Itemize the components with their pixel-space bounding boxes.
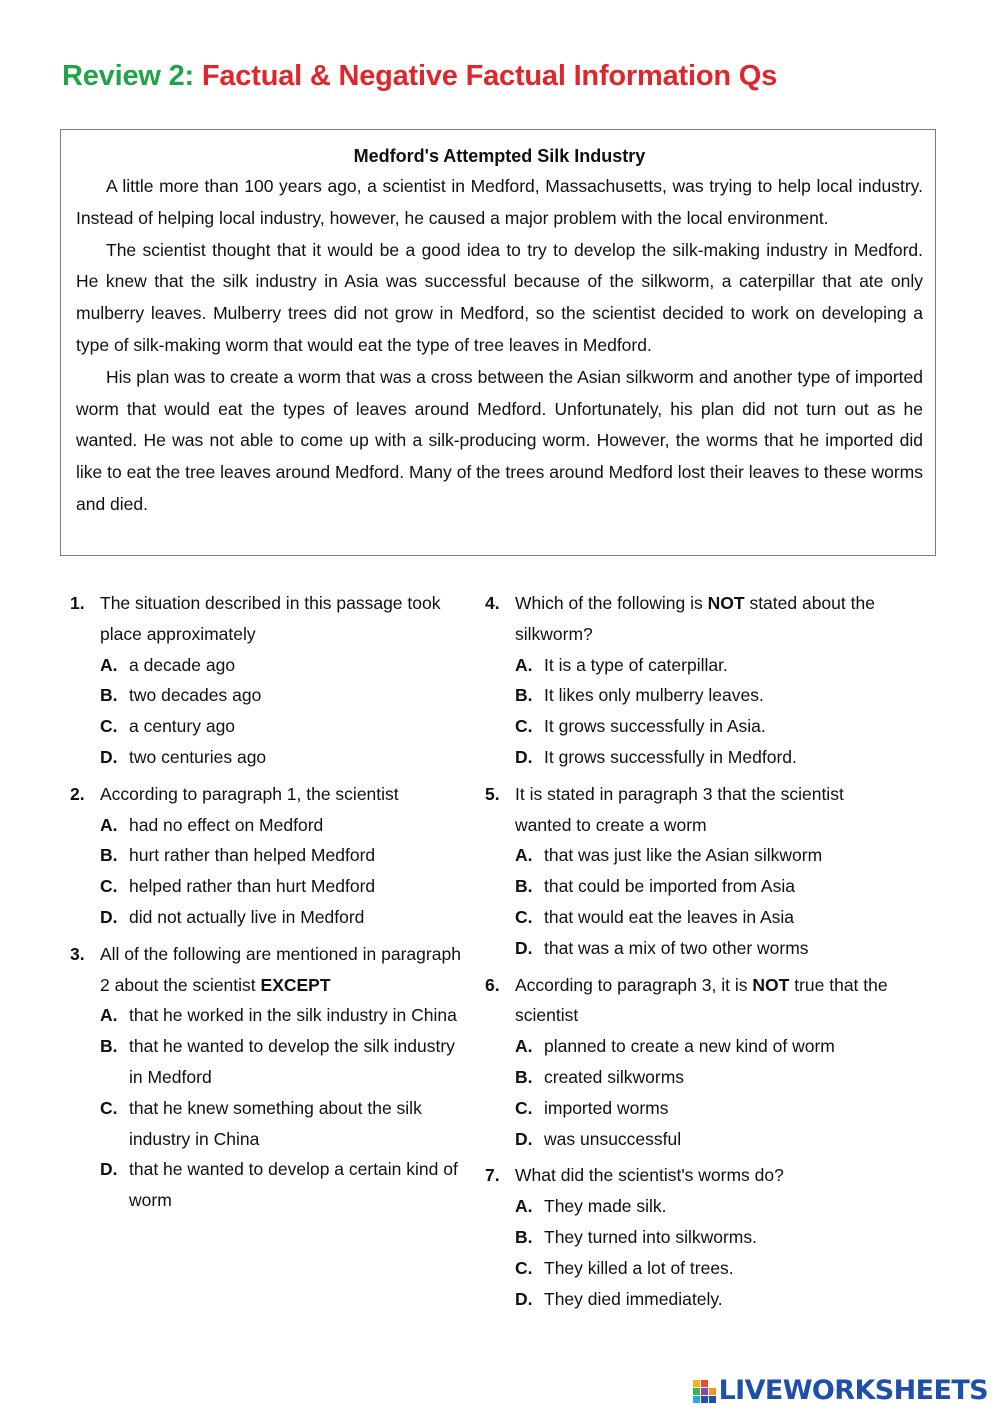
option-text: was unsuccessful — [544, 1128, 682, 1149]
question-7 — [485, 1160, 905, 1314]
option-text: They died immediately. — [544, 1288, 723, 1309]
answer-option-d[interactable] — [100, 902, 470, 933]
option-letter: D. — [515, 1288, 533, 1309]
passage-paragraph-2: The scientist thought that it would be a good idea to try to develop the silk-making industry in Medford. He knew that the silk industry in Asia was successful because of the silkworm, a caterpillar that ate only mulberry leaves. Mulberry trees did not grow in Medford, so the scientist decided to work on developing a type of silk-making worm that would eat the type of tree leaves in Medford. — [76, 239, 923, 355]
option-letter: A. — [100, 654, 118, 675]
option-text: It is a type of caterpillar. — [544, 654, 728, 675]
question-2 — [70, 779, 470, 933]
option-text: created silkworms — [544, 1066, 685, 1087]
option-text: that he wanted to develop the silk industry in Medford — [129, 1036, 455, 1087]
question-stem — [70, 779, 470, 810]
option-letter: C. — [100, 716, 118, 737]
option-letter: B. — [515, 1226, 533, 1247]
option-text: that he wanted to develop a certain kind of worm — [129, 1159, 458, 1211]
answer-option-b[interactable] — [100, 1031, 470, 1093]
option-text: a decade ago — [129, 654, 236, 675]
question-number: 3. — [70, 943, 85, 964]
passage-title: Medford's Attempted Silk Industry — [353, 146, 646, 166]
answer-options — [70, 1000, 470, 1216]
questions-right-column — [485, 588, 905, 1320]
answer-option-b[interactable] — [515, 1062, 905, 1093]
option-text: It grows successfully in Asia. — [544, 716, 766, 737]
option-letter: B. — [100, 845, 118, 866]
question-text — [515, 588, 905, 650]
option-letter: C. — [515, 906, 533, 927]
passage-paragraph-3: His plan was to create a worm that was a cross between the Asian silkworm and another type of imported worm that would eat the types of leaves around Medford. Unfortunately, his plan did not turn out as he wanted. He was not able to come up with a silk-producing worm. However, the worms that he imported did like to eat the tree leaves around Medford. Many of the trees around Medford lost their leaves to these worms and died. — [76, 366, 923, 514]
question-stem — [485, 588, 905, 650]
question-6 — [485, 970, 905, 1155]
passage-paragraph-1: A little more than 100 years ago, a scientist in Medford, Massachusetts, was trying to help local industry. Instead of helping local industry, however, he caused a major problem with the local environment. — [76, 176, 923, 228]
option-text: that was a mix of two other worms — [544, 937, 809, 958]
answer-option-c[interactable] — [515, 902, 905, 933]
option-text: It grows successfully in Medford. — [544, 746, 797, 767]
option-text: imported worms — [544, 1097, 669, 1118]
answer-option-d[interactable] — [100, 742, 470, 773]
answer-option-a[interactable] — [515, 1031, 905, 1062]
option-text: They killed a lot of trees. — [544, 1257, 734, 1278]
question-number: 2. — [70, 783, 85, 804]
answer-options — [485, 1191, 905, 1314]
question-number: 4. — [485, 593, 500, 613]
option-letter: D. — [100, 906, 118, 927]
option-text: that he worked in the silk industry in China — [129, 1005, 457, 1026]
option-letter: A. — [100, 814, 118, 835]
option-letter: D. — [100, 1159, 118, 1180]
answer-option-d[interactable] — [515, 1284, 905, 1315]
option-text: did not actually live in Medford — [129, 906, 365, 927]
answer-options — [70, 810, 470, 933]
question-stem — [485, 1160, 905, 1191]
question-keyword: NOT — [707, 593, 745, 613]
answer-options — [485, 650, 905, 773]
question-stem — [70, 588, 470, 650]
answer-option-b[interactable] — [515, 1222, 905, 1253]
answer-option-a[interactable] — [515, 840, 905, 871]
answer-option-c[interactable] — [100, 871, 470, 902]
answer-option-a[interactable] — [515, 650, 905, 681]
question-stem — [485, 970, 905, 1032]
question-3 — [70, 939, 470, 1216]
option-letter: C. — [100, 876, 118, 897]
question-text-part: According to paragraph 3, it is — [515, 974, 748, 995]
option-text: a century ago — [129, 716, 236, 737]
answer-option-a[interactable] — [515, 1191, 905, 1222]
option-text: planned to create a new kind of worm — [544, 1036, 835, 1057]
option-letter: A. — [515, 654, 533, 675]
option-text: It likes only mulberry leaves. — [544, 685, 764, 706]
question-1 — [70, 588, 470, 773]
question-text: What did the scientist's worms do? — [515, 1165, 784, 1186]
answer-option-c[interactable] — [100, 711, 470, 742]
answer-option-c[interactable] — [515, 711, 905, 742]
answer-option-b[interactable] — [515, 871, 905, 902]
option-letter: C. — [515, 1097, 533, 1118]
answer-option-d[interactable] — [515, 1124, 905, 1155]
option-text: two centuries ago — [129, 746, 267, 767]
question-text: It is stated in paragraph 3 that the scientist wanted to create a worm — [515, 783, 844, 835]
option-text: that was just like the Asian silkworm — [544, 845, 823, 866]
question-5 — [485, 779, 905, 964]
option-letter: B. — [515, 685, 533, 706]
question-text-part: Which of the following is — [515, 593, 703, 613]
option-letter: D. — [100, 746, 118, 767]
question-text — [100, 939, 470, 1001]
option-letter: D. — [515, 937, 533, 958]
option-letter: B. — [100, 685, 118, 706]
answer-option-c[interactable] — [515, 1253, 905, 1284]
question-text-part: stated about the silkworm? — [515, 593, 875, 644]
title-prefix: Review 2: — [62, 60, 194, 92]
answer-options — [485, 840, 905, 963]
answer-option-a[interactable] — [100, 1000, 470, 1031]
option-text: that he knew something about the silk industry in China — [129, 1097, 422, 1149]
option-letter: A. — [515, 845, 533, 866]
option-text: They made silk. — [544, 1196, 667, 1217]
option-text: had no effect on Medford — [129, 814, 324, 835]
title-main: Factual & Negative Factual Information Qs — [201, 60, 778, 92]
liveworksheets-logo — [693, 1375, 988, 1406]
answer-option-d[interactable] — [100, 1154, 470, 1216]
option-letter: C. — [100, 1097, 118, 1118]
answer-option-d[interactable] — [515, 742, 905, 773]
option-letter: B. — [515, 876, 533, 897]
option-letter: D. — [515, 1128, 533, 1149]
logo-text: LIVEWORKSHEETS — [718, 1375, 988, 1406]
question-stem — [485, 779, 905, 841]
question-number: 1. — [70, 593, 85, 613]
option-text: two decades ago — [129, 685, 262, 706]
question-text — [515, 970, 905, 1032]
question-number: 7. — [485, 1165, 500, 1186]
option-letter: D. — [515, 746, 533, 767]
answer-option-a[interactable] — [100, 650, 470, 681]
answer-option-a[interactable] — [100, 810, 470, 841]
answer-option-b[interactable] — [100, 680, 470, 711]
question-stem — [70, 939, 470, 1001]
question-4 — [485, 588, 905, 773]
option-text: helped rather than hurt Medford — [129, 876, 376, 897]
page-title — [62, 60, 777, 93]
option-letter: A. — [515, 1036, 533, 1057]
question-keyword: EXCEPT — [260, 974, 331, 995]
option-letter: A. — [100, 1005, 118, 1026]
question-number: 5. — [485, 783, 500, 804]
option-letter: B. — [515, 1066, 533, 1087]
answer-option-c[interactable] — [515, 1093, 905, 1124]
option-letter: C. — [515, 1257, 533, 1278]
questions-left-column — [70, 588, 470, 1222]
answer-options — [485, 1031, 905, 1154]
option-text: They turned into silkworms. — [544, 1226, 757, 1247]
answer-option-b[interactable] — [515, 680, 905, 711]
liveworksheets-logo-icon — [693, 1378, 717, 1404]
reading-passage — [60, 129, 936, 556]
option-letter: C. — [515, 716, 533, 737]
option-text: that could be imported from Asia — [544, 876, 795, 897]
question-number: 6. — [485, 974, 500, 995]
question-keyword: NOT — [752, 974, 790, 995]
question-text: The situation described in this passage took place approximately — [100, 593, 441, 644]
question-text-part: true that the scientist — [515, 974, 888, 1026]
option-text: that would eat the leaves in Asia — [544, 906, 795, 927]
option-letter: B. — [100, 1036, 118, 1057]
option-text: hurt rather than helped Medford — [129, 845, 376, 866]
question-text-part: All of the following are mentioned in paragraph 2 about the scientist — [100, 943, 461, 995]
answer-options — [70, 650, 470, 773]
option-letter: A. — [515, 1196, 533, 1217]
answer-option-c[interactable] — [100, 1093, 470, 1155]
answer-option-d[interactable] — [515, 933, 905, 964]
question-text: According to paragraph 1, the scientist — [100, 783, 399, 804]
answer-option-b[interactable] — [100, 840, 470, 871]
